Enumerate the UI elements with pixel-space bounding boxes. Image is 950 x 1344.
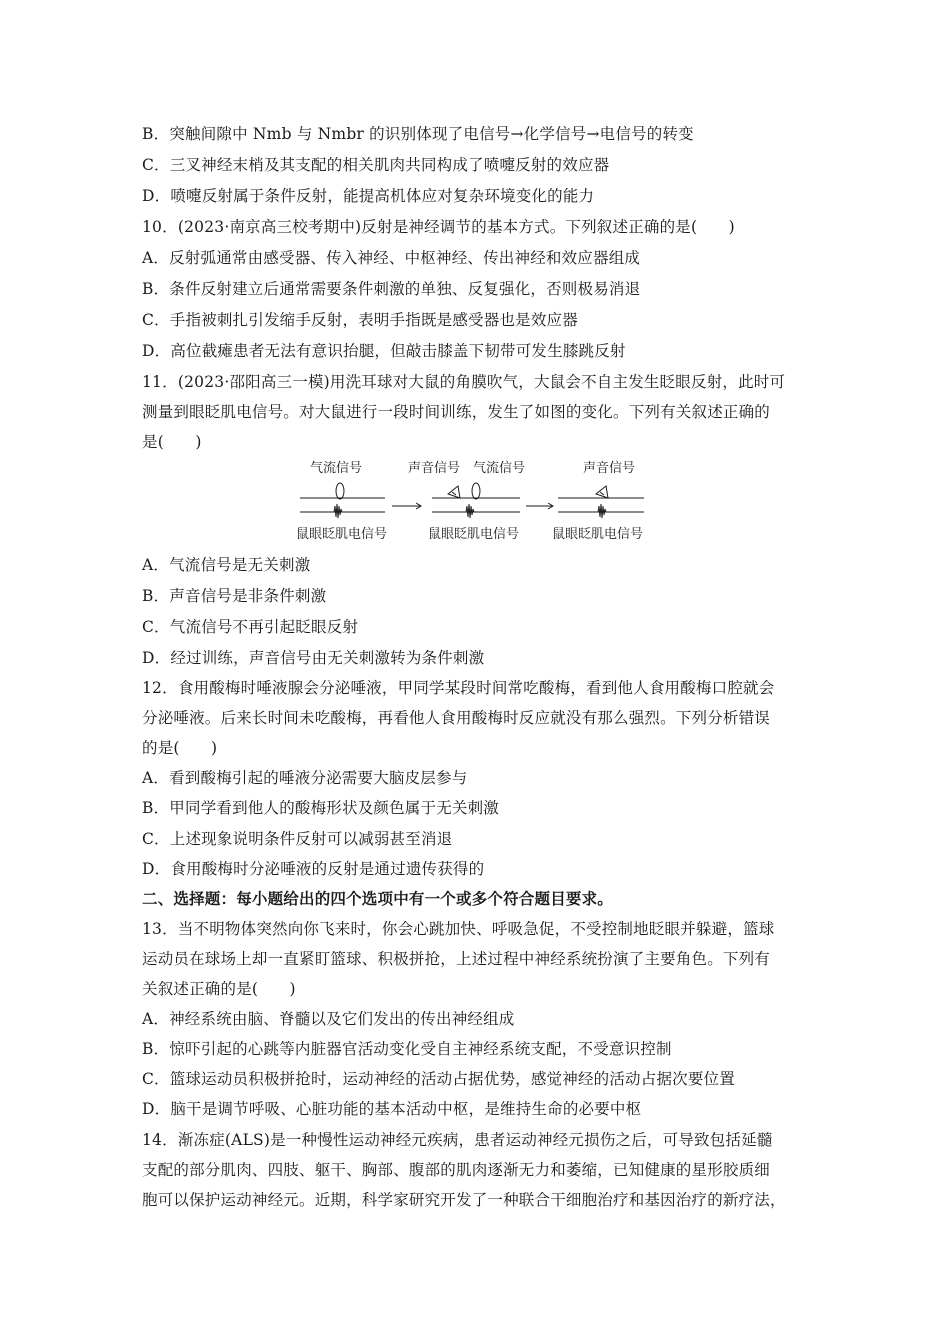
option-11c: C．气流信号不再引起眨眼反射	[142, 618, 359, 636]
option-11d: D．经过训练，声音信号由无关刺激转为条件刺激	[142, 649, 485, 667]
option-13d: D．脑干是调节呼吸、心脏功能的基本活动中枢，是维持生命的必要中枢	[142, 1100, 642, 1118]
airflow-bulb-icon	[336, 483, 344, 499]
option-12d: D．食用酸梅时分泌唾液的反射是通过遗传获得的	[142, 860, 485, 878]
option-13c: C．篮球运动员积极拼抢时，运动神经的活动占据优势，感觉神经的活动占据次要位置	[142, 1070, 735, 1088]
option-10c: C．手指被刺扎引发缩手反射，表明手指既是感受器也是效应器	[142, 311, 578, 329]
question-12-stem-line3: 的是( )	[142, 739, 218, 757]
question-11-stem-line2: 测量到眼眨肌电信号。对大鼠进行一段时间训练，发生了如图的变化。下列有关叙述正确的	[142, 403, 771, 421]
signal-burst-icon	[598, 504, 606, 518]
option-9c: C．三叉神经末梢及其支配的相关肌肉共同构成了喷嚏反射的效应器	[142, 156, 610, 174]
question-14-stem-line1: 14．渐冻症(ALS)是一种慢性运动神经元疾病，患者运动神经元损伤之后，可导致包括延髓	[142, 1131, 773, 1149]
signal-burst-icon	[466, 504, 474, 518]
option-9b: B．突触间隙中 Nmb 与 Nmbr 的识别体现了电信号→化学信号→电信号的转变	[142, 125, 694, 143]
option-10d: D．高位截瘫患者无法有意识抬腿，但敲击膝盖下韧带可发生膝跳反射	[142, 342, 626, 360]
question-14-stem-line2: 支配的部分肌肉、四肢、躯干、胸部、腹部的肌肉逐渐无力和萎缩，已知健康的星形胶质细	[142, 1161, 771, 1179]
option-12a: A．看到酸梅引起的唾液分泌需要大脑皮层参与	[142, 769, 468, 787]
signal-burst-icon	[334, 504, 342, 518]
panel2-sound-label: 声音信号	[408, 461, 461, 476]
panel2-bottom-label: 鼠眼眨肌电信号	[428, 527, 520, 542]
panel3-sound-label: 声音信号	[583, 461, 636, 476]
option-10b: B．条件反射建立后通常需要条件刺激的单独、反复强化，否则极易消退	[142, 280, 641, 298]
option-13b: B．惊吓引起的心跳等内脏器官活动变化受自主神经系统支配，不受意识控制	[142, 1040, 672, 1058]
question-12-stem-line2: 分泌唾液。后来长时间未吃酸梅，再看他人食用酸梅时反应就没有那么强烈。下列分析错误	[142, 709, 771, 727]
question-13-stem-line1: 13．当不明物体突然向你飞来时，你会心跳加快、呼吸急促，不受控制地眨眼并躲避，篮球	[142, 920, 775, 938]
panel1-bottom-label: 鼠眼眨肌电信号	[296, 527, 388, 542]
panel2-airflow-label: 气流信号	[473, 461, 526, 476]
question-13-stem-line2: 运动员在球场上却一直紧盯篮球、积极拼抢，上述过程中神经系统扮演了主要角色。下列有	[142, 950, 771, 968]
question-11-stem-line1: 11．(2023·邵阳高三一模)用洗耳球对大鼠的角膜吹气，大鼠会不自主发生眨眼反射，此时可	[142, 373, 786, 391]
horn-icon	[596, 486, 608, 498]
question-11-stem-line3: 是( )	[142, 433, 202, 451]
panel3-bottom-label: 鼠眼眨肌电信号	[552, 527, 644, 542]
option-13a: A．神经系统由脑、脊髓以及它们发出的传出神经组成	[142, 1010, 515, 1028]
question-13-stem-line3: 关叙述正确的是( )	[142, 980, 296, 998]
question-14-stem-line3: 胞可以保护运动神经元。近期，科学家研究开发了一种联合干细胞治疗和基因治疗的新疗法，	[142, 1191, 786, 1209]
option-12b: B．甲同学看到他人的酸梅形状及颜色属于无关刺激	[142, 799, 499, 817]
option-11b: B．声音信号是非条件刺激	[142, 587, 327, 605]
section-2-heading: 二、选择题：每小题给出的四个选项中有一个或多个符合题目要求。	[142, 889, 614, 908]
option-11a: A．气流信号是无关刺激	[142, 556, 311, 574]
horn-icon	[448, 486, 460, 498]
question-12-stem-line1: 12．食用酸梅时唾液腺会分泌唾液，甲同学某段时间常吃酸梅，看到他人食用酸梅口腔就会	[142, 679, 775, 697]
question-10-stem: 10．(2023·南京高三校考期中)反射是神经调节的基本方式。下列叙述正确的是( )	[142, 218, 735, 236]
airflow-bulb-icon	[472, 483, 480, 499]
panel1-airflow-label: 气流信号	[310, 461, 363, 476]
conditioning-diagram	[290, 456, 670, 548]
option-9d: D．喷嚏反射属于条件反射，能提高机体应对复杂环境变化的能力	[142, 187, 595, 205]
option-10a: A．反射弧通常由感受器、传入神经、中枢神经、传出神经和效应器组成	[142, 249, 641, 267]
option-12c: C．上述现象说明条件反射可以减弱甚至消退	[142, 830, 453, 848]
